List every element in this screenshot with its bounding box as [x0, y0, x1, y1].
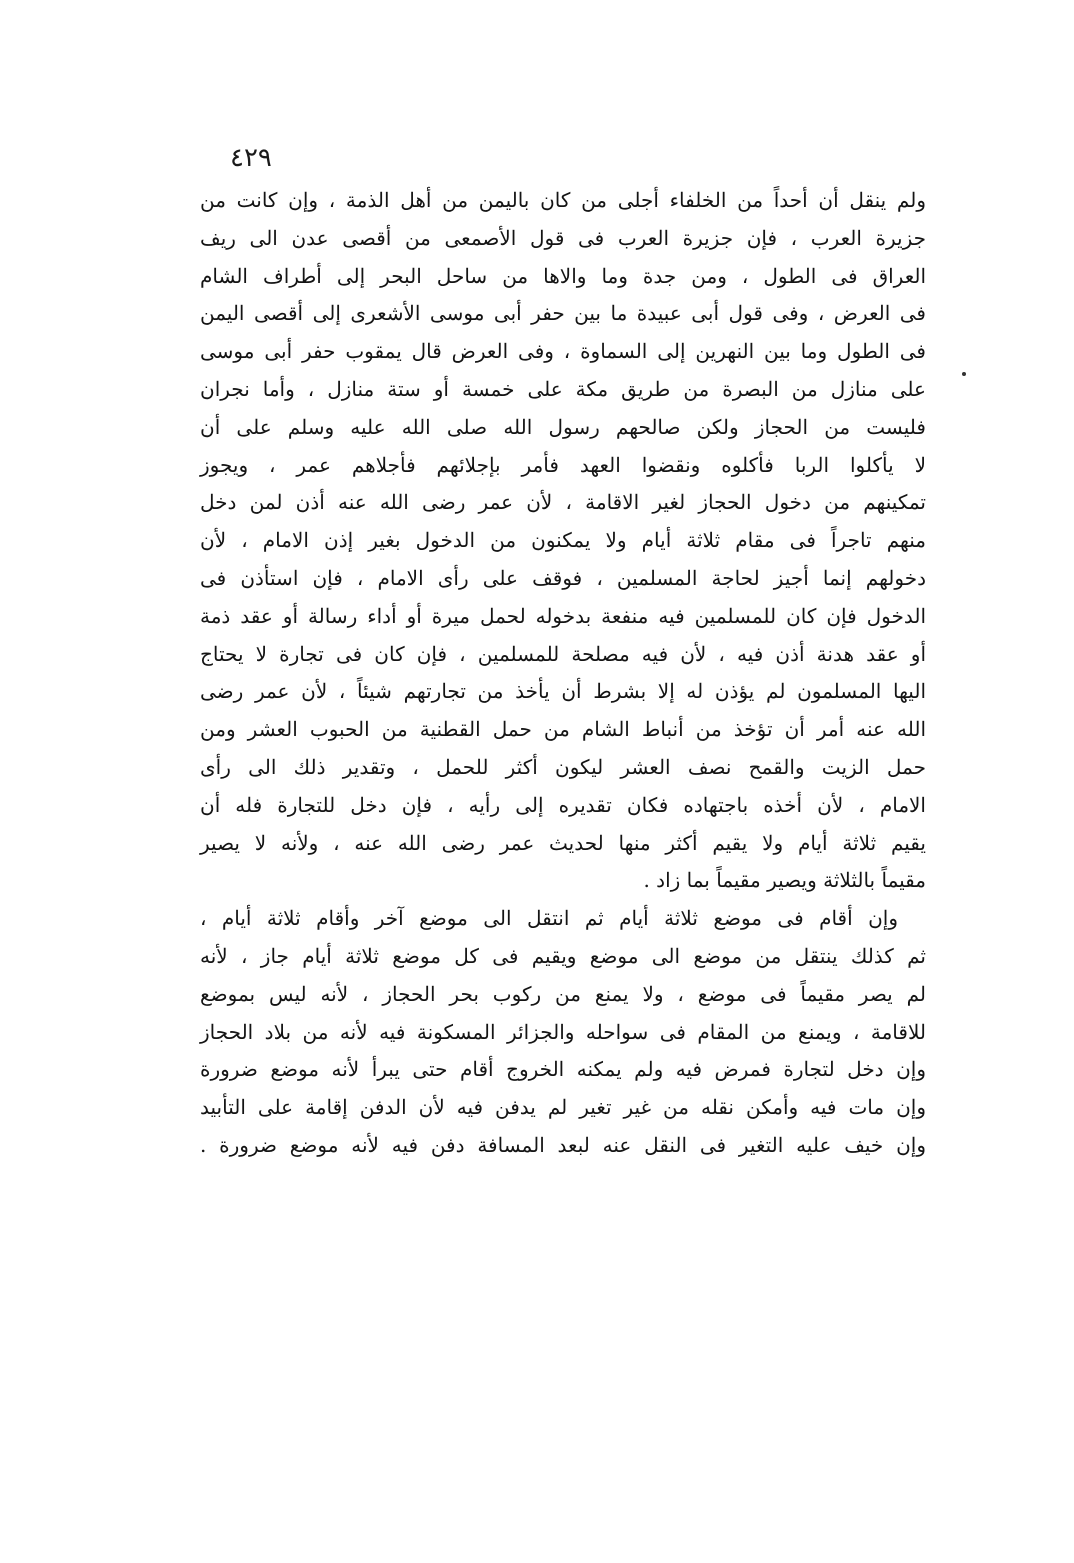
- text-line: للاقامة ، ويمنع من المقام فى سواحله والجزائر المسكونة فيه لأنه من بلاد الحجاز: [200, 1019, 926, 1044]
- text-line: اليها المسلمون لم يؤذن له إلا بشرط أن يأخذ من تجارتهم شيئاً ، لأن عمر رضى: [200, 679, 926, 704]
- text-line: العراق فى الطول ، ومن جدة وما والاها من ساحل البحر إلى أطراف الشام: [200, 263, 926, 288]
- text-line: فى العرض ، وفى قول أبى عبيدة ما بين حفر أبى موسى الأشعرى إلى أقصى اليمن: [200, 301, 926, 326]
- text-line: منهم تاجراً فى مقام ثلاثة أيام ولا يمكنون من الدخول بغير إذن الامام ، لأن: [200, 528, 926, 553]
- text-line: جزيرة العرب ، فإن جزيرة العرب فى قول الأصمعى من أقصى عدن الى ريف: [200, 225, 927, 250]
- text-line: لا يأكلوا الربا فأكلوه ونقضوا العهد فأمر بإجلائهم فأجلاهم عمر ، ويجوز: [200, 452, 926, 477]
- text-line: ثم كذلك ينتقل من موضع الى موضع ويقيم فى كل موضع ثلاثة أيام جاز ، لأنه: [200, 943, 926, 968]
- text-line: وإن دخل لتجارة فمرض فيه ولم يمكنه الخروج أقام حتى يبرأ لأنه موضع ضرورة: [200, 1057, 926, 1082]
- text-line: دخولهم إنما أجيز لحاجة المسلمين ، فوقف على رأى الامام ، فإن استأذن فى: [200, 565, 926, 590]
- text-line: ولم ينقل أن أحداً من الخلفاء أجلى من كان باليمن من أهل الذمة ، وإن كانت من: [200, 188, 926, 212]
- scan-speck: [962, 372, 966, 376]
- text-line: تمكينهم من دخول الحجاز لغير الاقامة ، لأن عمر رضى الله عنه أذن لمن دخل: [200, 490, 926, 515]
- paragraph-1: [200, 182, 926, 900]
- paragraph-2: [200, 900, 926, 1165]
- text-line: وإن مات فيه وأمكن نقله من غير تغير لم يدفن فيه لأن الدفن إقامة على التأبيد: [200, 1095, 926, 1120]
- text-line: الله عنه أمر أن تؤخذ من أنباط الشام من حمل القطنية من الحبوب العشر ومن: [200, 717, 926, 742]
- body-text: [200, 182, 926, 1165]
- text-line: فليست من الحجاز ولكن صالحهم رسول الله صلى الله عليه وسلم على أن: [200, 414, 926, 439]
- text-line: مقيماً بالثلاثة ويصير مقيماً بما زاد .: [643, 868, 926, 893]
- text-line: لم يصر مقيماً فى موضع ، ولا يمنع من ركوب بحر الحجاز ، لأنه ليس بموضع: [200, 981, 926, 1006]
- text-line: الدخول فإن كان للمسلمين فيه منفعة بدخوله لحمل ميرة أو أداء رسالة أو عقد ذمة: [200, 603, 926, 628]
- text-line: أو عقد هدنة أذن فيه ، لأن فيه مصلحة للمسلمين ، فإن كان فى تجارة لا يحتاج: [200, 641, 926, 666]
- text-line: وإن خيف عليه التغير فى النقل عنه لبعد المسافة دفن فيه لأنه موضع ضرورة .: [200, 1132, 926, 1157]
- text-line: وإن أقام فى موضع ثلاثة أيام ثم انتقل الى موضع آخر وأقام ثلاثة أيام ،: [200, 906, 898, 931]
- text-line: الامام ، لأن أخذه باجتهاده فكان تقديره إلى رأيه ، فإن دخل للتجارة فله أن: [200, 792, 926, 817]
- text-line: على منازل من البصرة من طريق مكة على خمسة أو ستة منازل ، وأما نجران: [200, 376, 926, 401]
- text-line: يقيم ثلاثة أيام ولا يقيم أكثر منها لحديث عمر رضى الله عنه ، ولأنه لا يصير: [200, 830, 926, 855]
- text-line: حمل الزيت والقمح نصف العشر ليكون أكثر للحمل ، وتقدير ذلك الى رأى: [200, 754, 926, 779]
- text-line: فى الطول وما بين النهرين إلى السماوة ، وفى العرض قال يمقوب حفر أبى موسى: [200, 339, 926, 364]
- page-number: ٤٢٩: [230, 143, 272, 173]
